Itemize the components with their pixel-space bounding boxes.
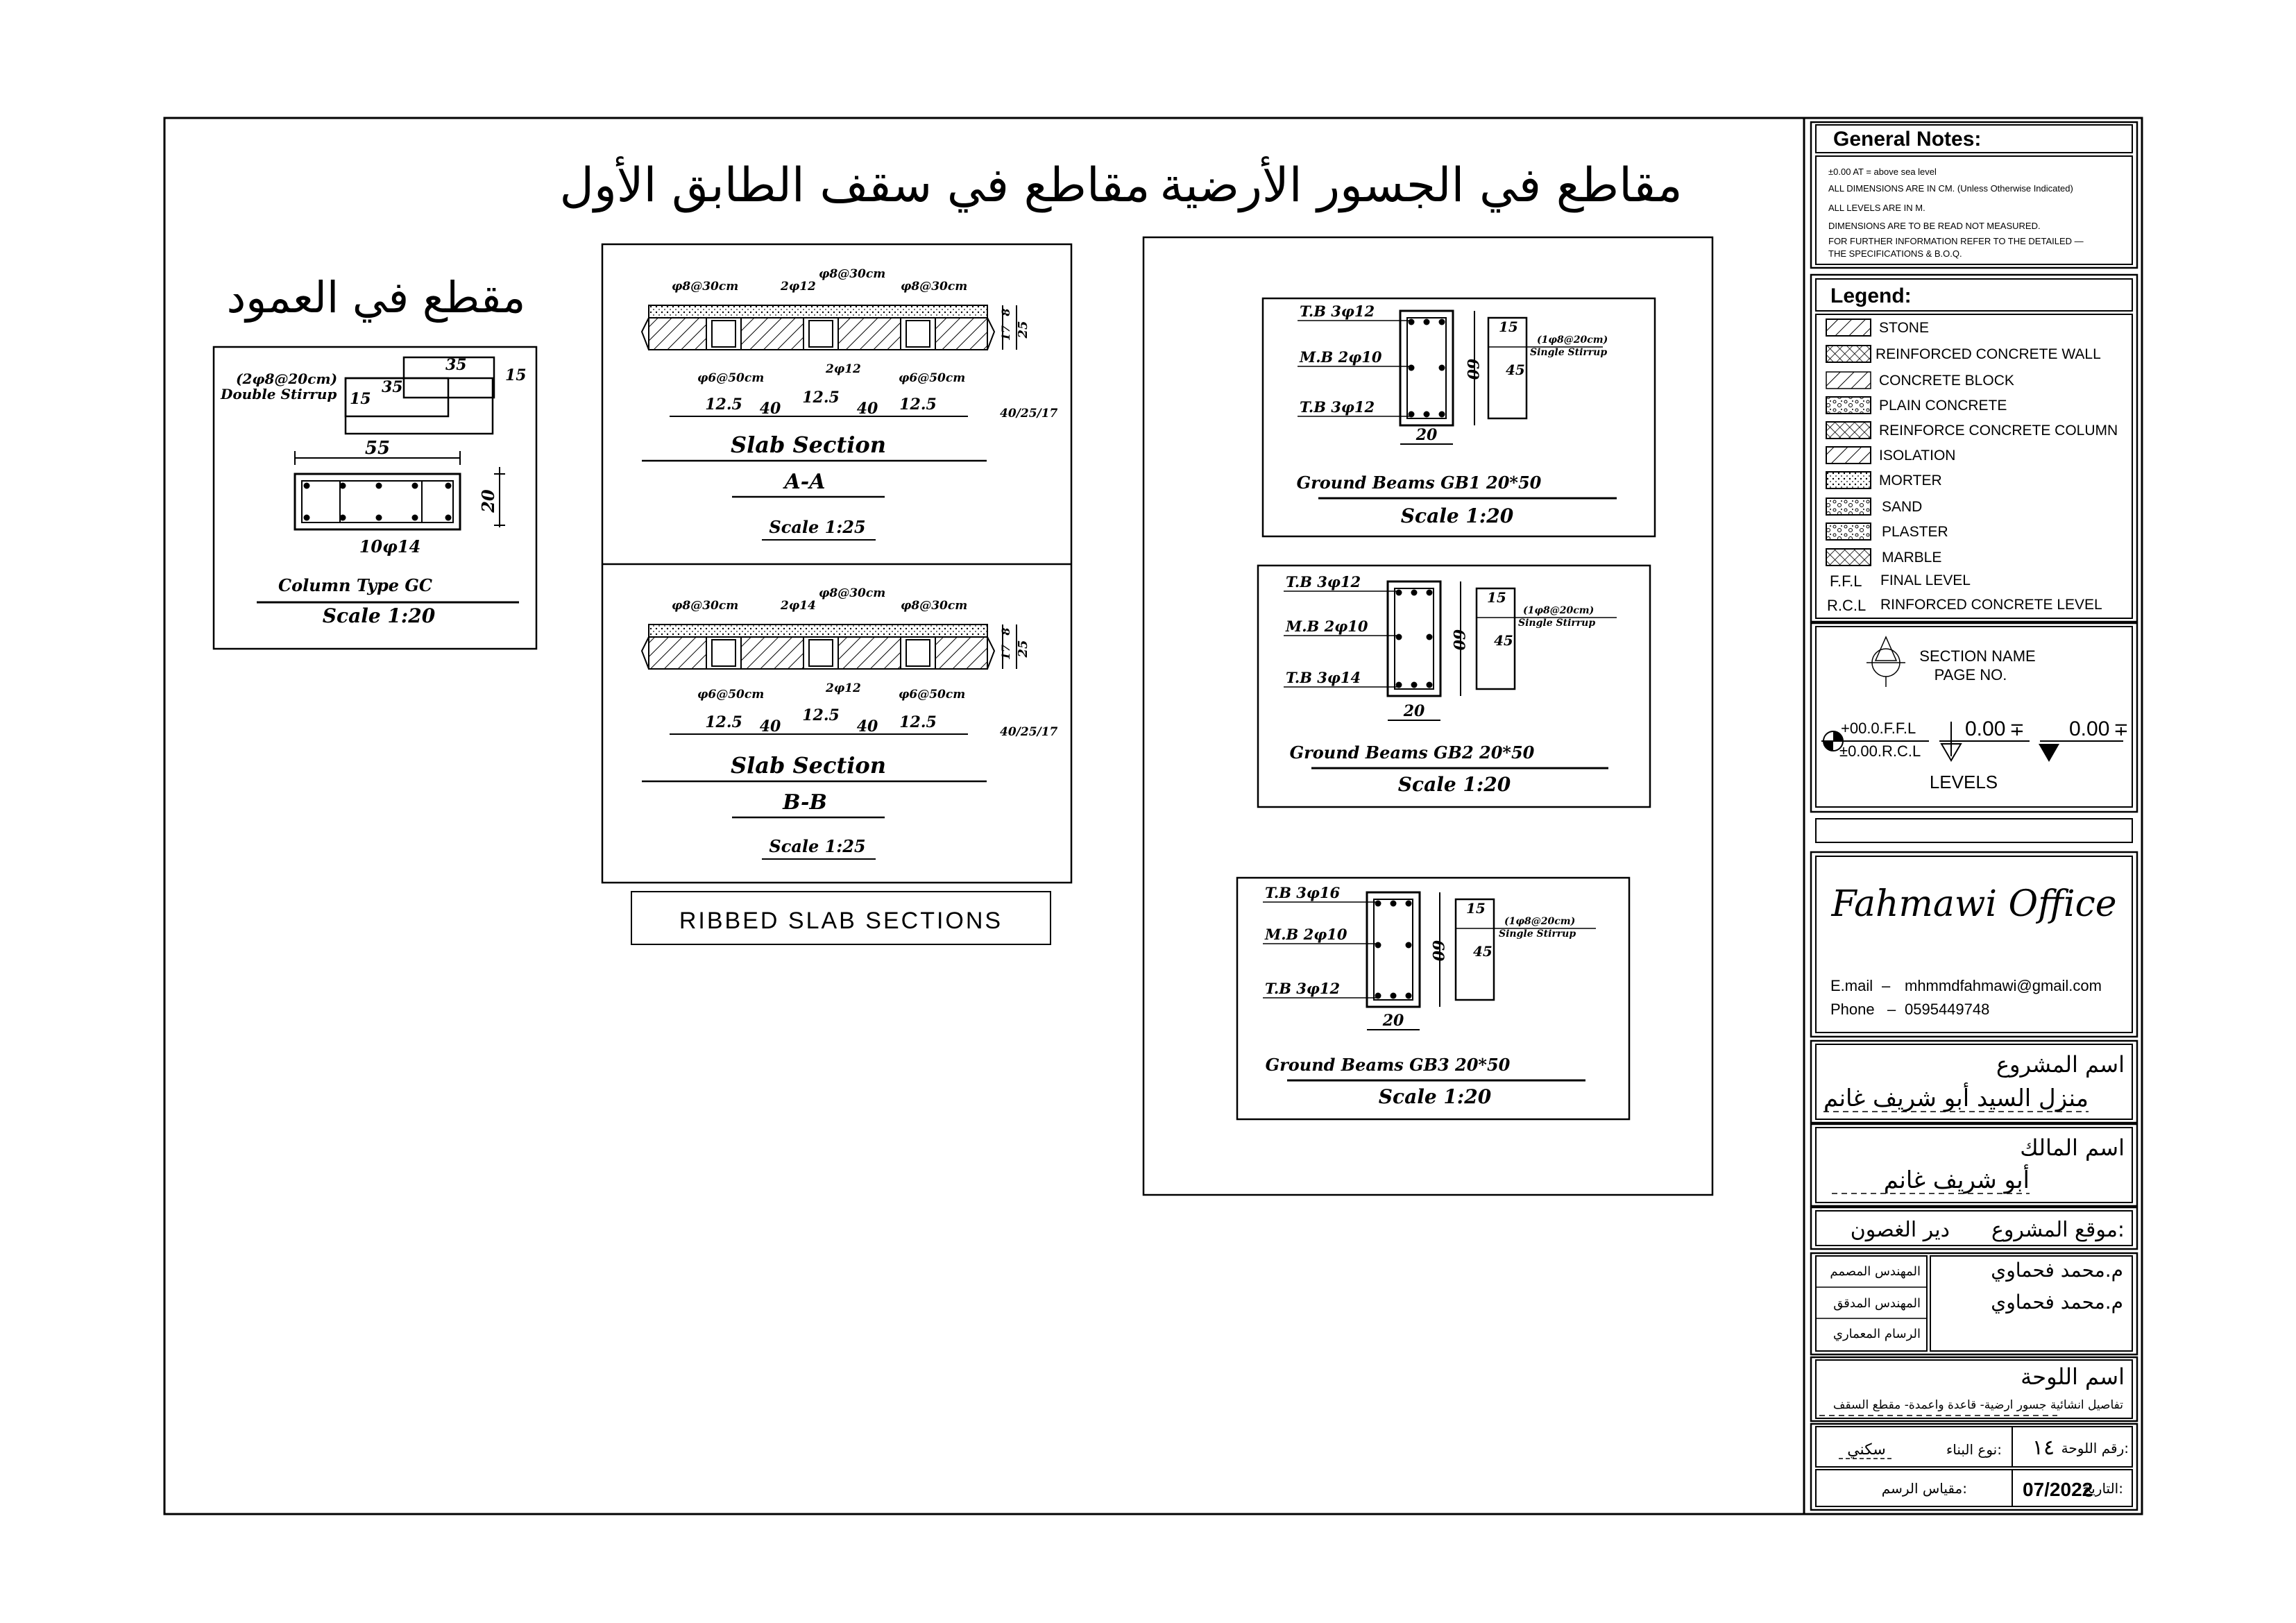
gb2-width: 20 [1403,702,1425,720]
slab-b-top-bar-right: φ8@30cm [901,599,968,613]
gb1-stirrup-w: 15 [1499,318,1518,335]
legend-swatch-marble [1826,549,1871,566]
gb2-height: 60 [1449,629,1468,651]
gb1-title: Ground Beams GB1 20*50 [1296,473,1542,493]
ribbed-slab-label [631,892,1051,944]
slab-a-spacing-5: 12.5 [899,396,937,414]
legend-item-sand: SAND [1882,499,1923,515]
legend-swatch-plain-concrete [1826,397,1871,414]
legend-swatch-rc-column [1826,422,1871,439]
legend-item-ffl: FINAL LEVEL [1880,572,1971,588]
rcl-level-value: ±0.00.R.C.L [1839,742,1921,760]
checker-name: م.محمد فحماوي [1991,1291,2123,1314]
slab-a-block-dims: 40/25/17 [1000,407,1058,420]
title-block [1811,122,2137,1510]
gb2-title: Ground Beams GB2 20*50 [1289,742,1535,763]
column-depth-dim: 20 [478,489,498,513]
note-line-1: ±0.00 AT = above sea level [1828,167,1937,177]
slab-a-spacing-3: 12.5 [802,389,840,407]
gb1-mid-bar: M.B 2φ10 [1300,348,1382,366]
slab-a-spacing-1: 12.5 [705,396,742,414]
column-title: مقطع في العمود [226,272,526,323]
slab-b-spacing-2: 40 [759,717,781,736]
legend-item-morter: MORTER [1879,473,1942,488]
gb2-stirrup-spec: (1φ8@20cm) [1523,605,1595,616]
page-no-label: PAGE NO. [1934,666,2007,683]
section-name-label: SECTION NAME [1919,647,2036,665]
gb1-bottom-bar: T.B 3φ12 [1300,398,1375,416]
designer-label: المهندس المصمم [1830,1264,1921,1279]
ground-beam-gb3 [1237,878,1629,1119]
gb3-scale: Scale 1:20 [1378,1085,1492,1108]
gb3-stirrup-h: 45 [1473,943,1493,960]
slab-b-spacing-1: 12.5 [705,713,742,731]
legend-swatch-isolation [1826,447,1871,464]
legend-item-stone: STONE [1879,320,1929,336]
building-type: سكني [1847,1441,1886,1459]
column-scale: Scale 1:20 [322,604,436,627]
gb2-mid-bar: M.B 2φ10 [1286,618,1368,635]
slab-section-b [642,586,1058,859]
ffl-level-value: +00.0.F.F.L [1841,720,1916,737]
project-name-label: اسم المشروع [1996,1051,2125,1078]
slab-b-rib-top: 2φ14 [781,599,816,613]
legend-swatch-morter [1826,472,1871,488]
gb1-stirrup-h: 45 [1506,362,1525,378]
slab-a-top-bar-mid: φ8@30cm [819,267,886,281]
gb2-stirrup-type: Single Stirrup [1518,618,1596,629]
note-line-6: THE SPECIFICATIONS & B.O.Q. [1828,248,1962,259]
sheet-name-label: اسم اللوحة [2021,1363,2125,1390]
slab-b-rib-bottom: 2φ12 [826,681,861,695]
column-rebar: 10φ14 [359,536,421,556]
slab-b-section-name: B-B [783,790,827,815]
general-notes-heading: General Notes: [1833,128,1982,151]
gb3-top-bar: T.B 3φ16 [1265,884,1341,901]
building-type-label: نوع البناء: [1946,1441,2002,1458]
office-email-label: E.mail [1830,977,1873,994]
slab-a-top-bar-left: φ8@30cm [672,280,739,294]
office-name: Fahmawi Office [1831,883,2117,925]
legend-item-plaster: PLASTER [1882,524,1948,540]
slab-a-stirrup-right: φ6@50cm [899,371,966,385]
office-email-dash: – [1882,977,1891,994]
column-dim-15-right: 15 [505,366,527,384]
slab-a-block: 17 [999,325,1012,341]
date-label: التاريخ: [2082,1480,2123,1497]
office-phone-dash: – [1887,1001,1896,1018]
slab-b-spacing-4: 40 [856,717,878,736]
note-line-4: DIMENSIONS ARE TO BE READ NOT MEASURED. [1828,221,2041,231]
slab-b-spacing-5: 12.5 [899,713,937,731]
designer-name: م.محمد فحماوي [1991,1259,2123,1282]
note-line-5: FOR FURTHER INFORMATION REFER TO THE DETAILED — [1828,236,2084,246]
column-dim-35-inner: 35 [382,378,403,396]
level-value-b-sign: ∓ [2114,719,2129,740]
gb3-title: Ground Beams GB3 20*50 [1265,1055,1511,1075]
slab-b-title: Slab Section [730,752,887,779]
slab-a-rib-top: 2φ12 [781,280,816,294]
slab-section-a [642,267,1058,540]
gb2-scale: Scale 1:20 [1397,773,1511,796]
legend-ffl-abbr: F.F.L [1830,572,1862,590]
legend-swatch-rc-wall [1826,346,1871,362]
legend-item-isolation: ISOLATION [1879,448,1956,464]
slab-a-section-name: A-A [784,470,826,494]
legend-item-concrete-block: CONCRETE BLOCK [1879,373,2014,389]
legend-rcl-abbr: R.C.L [1827,597,1866,614]
column-stirrup-type: Double Stirrup [221,386,337,402]
legend-item-plain-concrete: PLAIN CONCRETE [1879,398,2007,414]
ground-beams-panel [1143,237,1712,1195]
level-value-b: 0.00 [2069,717,2110,740]
column-type-title: Column Type GC [278,575,433,595]
slab-a-spacing-2: 40 [759,400,781,418]
gb2-top-bar: T.B 3φ12 [1286,573,1361,590]
legend-swatch-concrete-block [1826,372,1871,389]
level-value-a-sign: ∓ [2009,719,2025,740]
note-line-3: ALL LEVELS ARE IN M. [1828,203,1925,213]
legend-heading: Legend: [1830,284,1912,307]
slab-a-stirrup-left: φ6@50cm [697,371,765,385]
column-detail [214,347,536,649]
slab-b-stirrup-left: φ6@50cm [697,688,765,702]
ribbed-slab-label-text: RIBBED SLAB SECTIONS [679,908,1003,934]
column-dim-15-left: 15 [350,390,371,408]
office-phone-label: Phone [1830,1001,1875,1018]
gb3-width: 20 [1382,1012,1404,1030]
slab-b-scale: Scale 1:25 [769,836,866,856]
level-filled-triangle-icon [2039,741,2123,762]
slab-b-slab: 8 [999,627,1012,636]
project-name: منزل السيد أبو شريف غانم [1823,1085,2089,1112]
slab-a-depth: 25 [1016,321,1030,339]
slab-b-depth: 25 [1016,640,1030,658]
scale-label: مقياس الرسم: [1881,1480,1967,1497]
gb1-scale: Scale 1:20 [1400,504,1514,527]
gb3-stirrup-type: Single Stirrup [1499,928,1576,940]
levels-label: LEVELS [1929,772,1998,792]
gb1-stirrup-spec: (1φ8@20cm) [1537,334,1608,346]
section-marker-icon [1866,637,1905,687]
column-dim-35-top: 35 [445,356,467,374]
slab-a-slab: 8 [999,308,1012,316]
gb1-stirrup-type: Single Stirrup [1530,347,1608,358]
gb1-width: 20 [1415,426,1438,444]
owner-label: اسم المالك [2020,1135,2125,1161]
note-line-2: ALL DIMENSIONS ARE IN CM. (Unless Otherwise Indicated) [1828,183,2073,194]
location-label: موقع المشروع: [1991,1218,2125,1242]
gb3-stirrup-spec: (1φ8@20cm) [1504,916,1576,927]
legend-swatch-sand [1826,498,1871,515]
column-stirrup-spec: (2φ8@20cm) [236,371,338,387]
gb3-height: 60 [1429,940,1447,962]
gb3-mid-bar: M.B 2φ10 [1265,926,1347,943]
slab-a-spacing-4: 40 [856,400,878,418]
ground-beam-gb2 [1258,566,1650,807]
gb2-stirrup-w: 15 [1487,589,1506,606]
slab-b-block: 17 [999,644,1012,661]
legend-swatch-plaster [1826,523,1871,540]
slab-a-scale: Scale 1:25 [769,517,866,537]
gb2-bottom-bar: T.B 3φ14 [1286,669,1361,686]
slab-a-top-bar-right: φ8@30cm [901,280,968,294]
legend-swatch-stone [1826,319,1871,336]
gb2-stirrup-h: 45 [1494,632,1513,649]
level-value-a: 0.00 [1965,717,2006,740]
sheet-description: تفاصيل انشائية جسور ارضية- قاعدة واعمدة- مقطع السقف [1832,1398,2123,1412]
sheet-no-label: رقم اللوحة: [2061,1440,2129,1456]
office-phone: 0595449748 [1905,1001,1990,1018]
legend-item-rc-column: REINFORCE CONCRETE COLUMN [1879,423,2118,439]
slab-b-top-bar-mid: φ8@30cm [819,586,886,600]
gb1-top-bar: T.B 3φ12 [1300,303,1375,320]
office-email: mhmmdfahmawi@gmail.com [1905,977,2102,994]
slab-b-spacing-3: 12.5 [802,706,840,724]
slab-a-rib-bottom: 2φ12 [826,362,861,376]
gb3-stirrup-w: 15 [1466,900,1486,917]
sheet-date: 07/2022 [2023,1479,2093,1500]
legend-item-rc-wall: REINFORCED CONCRETE WALL [1876,346,2101,362]
column-width-dim: 55 [364,438,391,459]
slab-a-title: Slab Section [730,432,887,458]
legend-item-rcl: RINFORCED CONCRETE LEVEL [1880,597,2102,613]
ribbed-slab-title: مقاطع في سقف الطابق الأول [559,158,1150,213]
ground-beam-gb1 [1263,298,1655,536]
gb1-height: 60 [1463,358,1481,380]
slab-b-stirrup-right: φ6@50cm [899,688,966,702]
slab-b-top-bar-left: φ8@30cm [672,599,739,613]
owner-name: أبو شريف غانم [1883,1166,2030,1194]
checker-label: المهندس المدقق [1833,1296,1921,1311]
gb3-bottom-bar: T.B 3φ12 [1265,980,1341,997]
sheet-no: ١٤ [2032,1436,2055,1460]
drafter-label: الرسام المعماري [1832,1327,1921,1341]
legend-item-marble: MARBLE [1882,550,1942,566]
location-value: دير الغصون [1850,1218,1950,1242]
ground-beams-title: مقاطع في الجسور الأرضية [1159,158,1683,213]
blank-strip [1816,819,2132,842]
slab-b-block-dims: 40/25/17 [1000,725,1058,739]
